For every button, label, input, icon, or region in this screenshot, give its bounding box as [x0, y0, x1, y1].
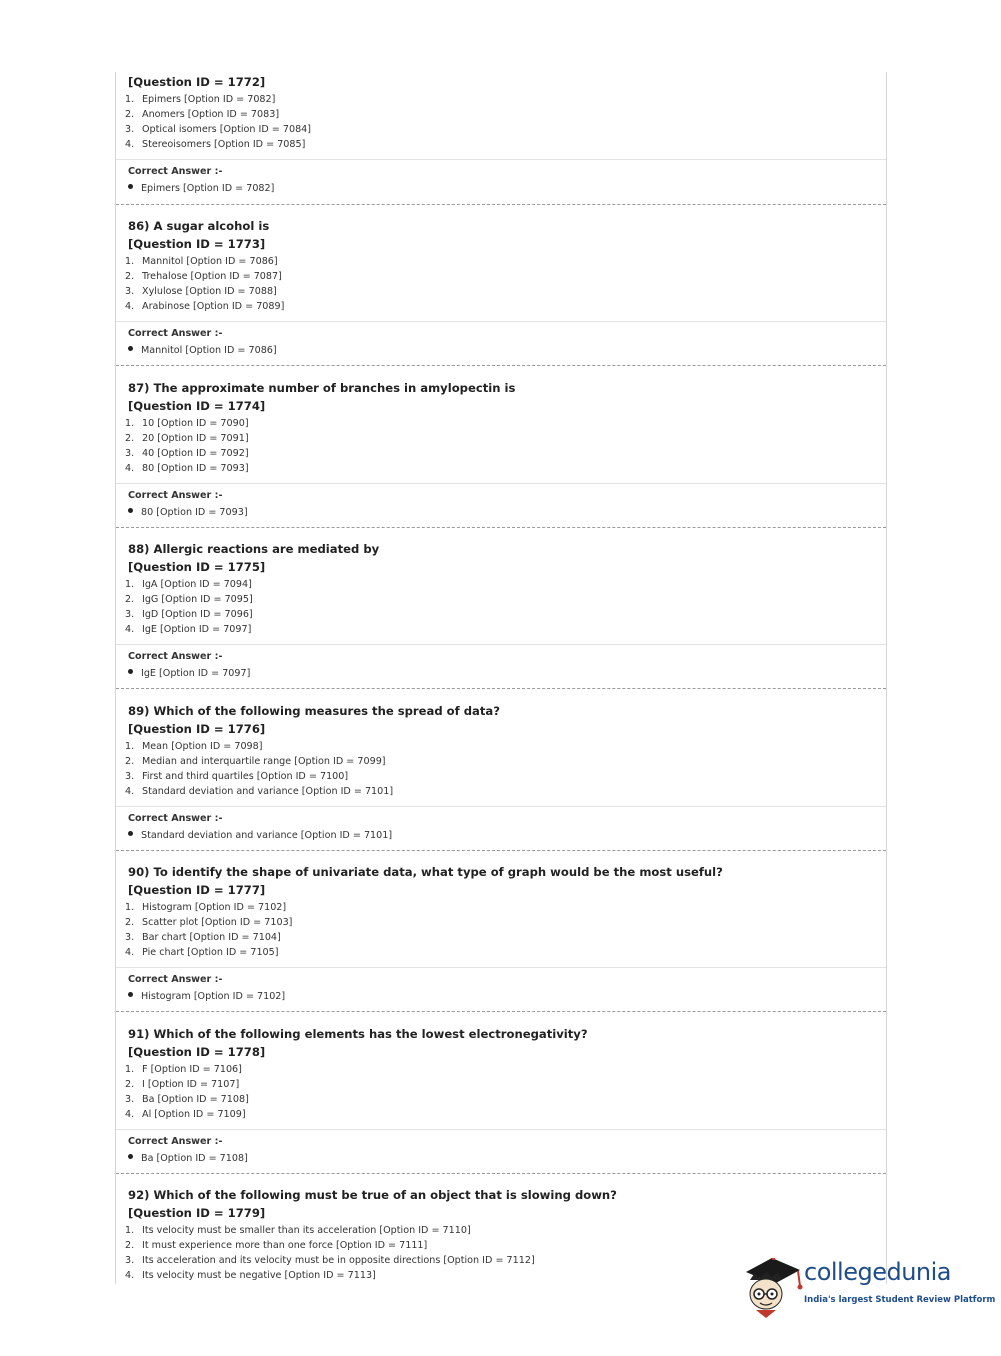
correct-answer-label: Correct Answer :- [128, 651, 223, 662]
option-text: Histogram [Option ID = 7102] [142, 902, 287, 913]
option-item [125, 784, 393, 799]
option-text: Its velocity must be smaller than its acceleration [Option ID = 7110] [142, 1225, 471, 1236]
option-item [125, 945, 279, 960]
option-number: 2. [125, 271, 135, 282]
option-item [125, 1092, 249, 1107]
correct-answer [128, 343, 277, 358]
option-text: IgD [Option ID = 7096] [142, 609, 253, 620]
question-block [116, 689, 886, 851]
question-text: 88) Allergic reactions are mediated by [128, 542, 380, 556]
correct-answer [128, 1151, 248, 1166]
bullet-icon [128, 346, 133, 351]
bullet-icon [128, 831, 133, 836]
option-text: Epimers [Option ID = 7082] [142, 94, 276, 105]
option-item [125, 1238, 427, 1253]
option-item [125, 299, 284, 314]
question-part [116, 527, 886, 645]
option-item [125, 446, 249, 461]
option-item [125, 622, 251, 637]
logo-name: collegedunia [804, 1258, 952, 1286]
option-item [125, 416, 249, 431]
question-part [116, 689, 886, 807]
correct-answer [128, 989, 285, 1004]
question-block [116, 72, 886, 205]
option-text: It must experience more than one force [Option ID = 7111] [142, 1240, 428, 1251]
option-item [125, 915, 292, 930]
option-number: 3. [125, 1255, 135, 1266]
option-number: 4. [125, 301, 135, 312]
option-text: Anomers [Option ID = 7083] [142, 109, 280, 120]
option-item [125, 739, 263, 754]
option-text: IgA [Option ID = 7094] [142, 579, 252, 590]
option-number: 3. [125, 932, 135, 943]
option-text: Optical isomers [Option ID = 7084] [142, 124, 312, 135]
option-item [125, 900, 286, 915]
option-item [125, 461, 249, 476]
question-block [116, 366, 886, 528]
correct-answer-text: Standard deviation and variance [Option ID = 7101] [141, 829, 393, 841]
question-id: [Question ID = 1778] [128, 1044, 266, 1059]
option-item [125, 269, 282, 284]
option-number: 1. [125, 902, 135, 913]
option-item [125, 137, 305, 152]
question-block [116, 850, 886, 1012]
option-number: 4. [125, 785, 135, 797]
correct-answer [128, 505, 248, 520]
option-number: 3. [125, 447, 135, 459]
option-number: 3. [125, 124, 135, 135]
option-item [125, 122, 311, 137]
option-text: First and third quartiles [Option ID = 7100] [142, 770, 349, 782]
question-text: 86) A sugar alcohol is [128, 219, 270, 233]
option-item [125, 592, 253, 607]
option-item [125, 1268, 376, 1283]
option-text: I [Option ID = 7107] [142, 1078, 240, 1090]
correct-answer-text: IgE [Option ID = 7097] [141, 668, 251, 679]
option-number: 4. [125, 947, 135, 958]
question-part [116, 850, 886, 968]
option-item [125, 1062, 242, 1077]
question-part [116, 366, 886, 484]
question-block [116, 527, 886, 689]
option-text: IgE [Option ID = 7097] [142, 624, 252, 635]
correct-answer-label: Correct Answer :- [128, 812, 223, 824]
option-number: 2. [125, 755, 135, 767]
option-text: 20 [Option ID = 7091] [142, 432, 249, 444]
logo-tagline: India's largest Student Review Platform [804, 1295, 996, 1305]
option-number: 1. [125, 1063, 135, 1075]
option-number: 3. [125, 770, 135, 782]
option-number: 1. [125, 417, 135, 429]
question-id: [Question ID = 1779] [128, 1206, 266, 1220]
bullet-icon [128, 1154, 133, 1159]
question-part [116, 1012, 886, 1130]
option-text: 10 [Option ID = 7090] [142, 417, 249, 429]
option-number: 4. [125, 624, 135, 635]
option-item [125, 754, 386, 769]
option-number: 2. [125, 1078, 135, 1090]
option-text: Pie chart [Option ID = 7105] [142, 947, 279, 958]
option-text: Scatter plot [Option ID = 7103] [142, 917, 293, 928]
bullet-icon [128, 508, 133, 513]
option-text: Arabinose [Option ID = 7089] [142, 301, 285, 312]
option-item [125, 577, 252, 592]
option-text: IgG [Option ID = 7095] [142, 594, 253, 605]
option-text: 40 [Option ID = 7092] [142, 447, 249, 459]
correct-answer-label: Correct Answer :- [128, 1135, 223, 1147]
question-text: 87) The approximate number of branches in amylopectin is [128, 380, 516, 395]
option-number: 1. [125, 740, 135, 752]
option-item [125, 107, 279, 122]
option-number: 3. [125, 609, 135, 620]
option-text: Its velocity must be negative [Option ID = 7113] [142, 1270, 376, 1281]
option-text: Stereoisomers [Option ID = 7085] [142, 139, 306, 150]
option-number: 1. [125, 94, 135, 105]
option-number: 1. [125, 579, 135, 590]
correct-answer-text: Mannitol [Option ID = 7086] [141, 345, 277, 356]
option-number: 3. [125, 286, 135, 297]
option-number: 2. [125, 1240, 135, 1251]
option-text: 80 [Option ID = 7093] [142, 462, 249, 474]
option-number: 2. [125, 109, 135, 120]
option-item [125, 1107, 246, 1122]
option-text: Its acceleration and its velocity must be in opposite directions [Option ID = 7112] [142, 1255, 535, 1266]
option-text: Ba [Option ID = 7108] [142, 1093, 249, 1105]
option-number: 3. [125, 1093, 135, 1105]
correct-answer-label: Correct Answer :- [128, 974, 223, 985]
bullet-icon [128, 669, 133, 674]
option-item [125, 769, 348, 784]
option-number: 2. [125, 917, 135, 928]
correct-answer [128, 666, 250, 681]
option-text: Median and interquartile range [Option ID = 7099] [142, 755, 386, 767]
question-text: 91) Which of the following elements has the lowest electronegativity? [128, 1026, 588, 1041]
correct-answer [128, 828, 392, 843]
question-part [116, 204, 886, 322]
option-item [125, 1253, 535, 1268]
option-text: F [Option ID = 7106] [142, 1063, 242, 1075]
correct-answer-text: Epimers [Option ID = 7082] [141, 183, 275, 194]
question-block [116, 204, 886, 366]
option-item [125, 92, 275, 107]
correct-answer-text: 80 [Option ID = 7093] [141, 506, 248, 518]
question-id: [Question ID = 1777] [128, 883, 266, 897]
option-number: 1. [125, 256, 135, 267]
option-text: Mannitol [Option ID = 7086] [142, 256, 278, 267]
option-text: Al [Option ID = 7109] [142, 1108, 246, 1120]
question-text: 92) Which of the following must be true of an object that is slowing down? [128, 1188, 617, 1202]
option-number: 4. [125, 139, 135, 150]
correct-answer-text: Histogram [Option ID = 7102] [141, 991, 286, 1002]
bullet-icon [128, 992, 133, 997]
question-id: [Question ID = 1774] [128, 398, 266, 413]
option-number: 2. [125, 594, 135, 605]
option-number: 4. [125, 1108, 135, 1120]
option-text: Trehalose [Option ID = 7087] [142, 271, 282, 282]
bullet-icon [128, 184, 133, 189]
question-text: 89) Which of the following measures the spread of data? [128, 703, 500, 718]
correct-answer-text: Ba [Option ID = 7108] [141, 1152, 248, 1164]
option-item [125, 1077, 239, 1092]
option-text: Bar chart [Option ID = 7104] [142, 932, 281, 943]
option-item [125, 607, 253, 622]
question-block [116, 1012, 886, 1174]
option-text: Xylulose [Option ID = 7088] [142, 286, 277, 297]
option-item [125, 254, 278, 269]
correct-answer-label: Correct Answer :- [128, 166, 223, 177]
option-item [125, 1223, 471, 1238]
option-number: 4. [125, 462, 135, 474]
collegedunia-logo [742, 1250, 996, 1320]
option-number: 4. [125, 1270, 135, 1281]
option-text: Standard deviation and variance [Option ID = 7101] [142, 785, 394, 797]
question-id: [Question ID = 1776] [128, 721, 266, 736]
correct-answer-label: Correct Answer :- [128, 328, 223, 339]
option-item [125, 284, 277, 299]
option-item [125, 431, 249, 446]
option-text: Mean [Option ID = 7098] [142, 740, 263, 752]
question-paper-page [115, 72, 887, 1284]
question-text: 90) To identify the shape of univariate data, what type of graph would be the most useful? [128, 865, 723, 879]
correct-answer-label: Correct Answer :- [128, 489, 223, 501]
option-item [125, 930, 281, 945]
graduate-mascot-icon [742, 1250, 804, 1320]
question-id: [Question ID = 1773] [128, 237, 266, 251]
question-part [116, 72, 886, 160]
option-number: 2. [125, 432, 135, 444]
option-number: 1. [125, 1225, 135, 1236]
question-id: [Question ID = 1772] [128, 75, 266, 89]
question-id: [Question ID = 1775] [128, 560, 266, 574]
correct-answer [128, 181, 274, 196]
